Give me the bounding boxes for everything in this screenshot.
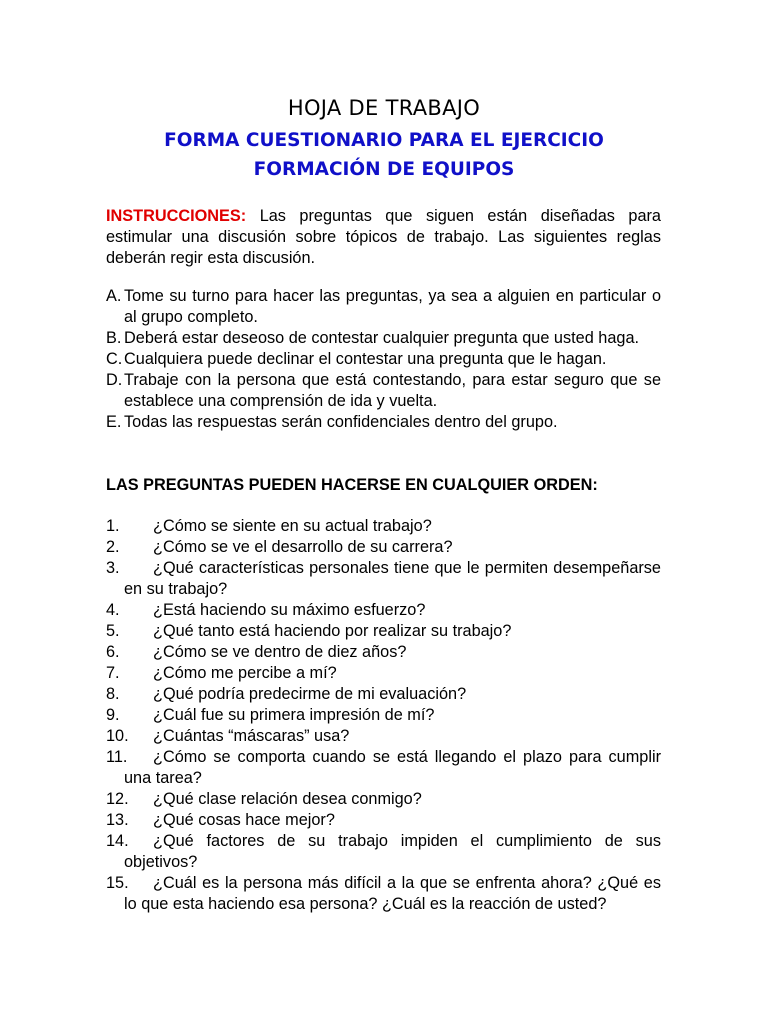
rule-item	[106, 286, 661, 328]
question-item	[106, 642, 661, 663]
rule-marker: A.	[106, 287, 122, 305]
rule-text: Todas las respuestas serán confidenciales dentro del grupo.	[124, 413, 558, 431]
question-item	[106, 705, 661, 726]
question-number: 10.	[106, 727, 129, 745]
question-text: ¿Qué factores de su trabajo impiden el cumplimiento de sus objetivos?	[124, 832, 661, 871]
question-item	[106, 726, 661, 747]
rule-item	[106, 328, 661, 349]
question-number: 1.	[106, 517, 120, 535]
question-text: ¿Cómo se ve dentro de diez años?	[153, 643, 407, 661]
question-number: 15.	[106, 874, 129, 892]
rule-marker: B.	[106, 329, 122, 347]
rule-marker: E.	[106, 413, 122, 431]
page-subtitle	[0, 126, 768, 184]
question-item	[106, 873, 661, 915]
question-text: ¿Cuántas “máscaras” usa?	[153, 727, 350, 745]
question-text: ¿Qué clase relación desea conmigo?	[153, 790, 422, 808]
question-item	[106, 537, 661, 558]
questions-heading: LAS PREGUNTAS PUEDEN HACERSE EN CUALQUIER ORDEN:	[106, 476, 598, 494]
question-number: 9.	[106, 706, 120, 724]
question-item	[106, 810, 661, 831]
question-item	[106, 516, 661, 537]
rule-text: Cualquiera puede declinar el contestar una pregunta que le hagan.	[124, 350, 607, 368]
question-text: ¿Cómo se siente en su actual trabajo?	[153, 517, 432, 535]
question-item	[106, 684, 661, 705]
page-title: HOJA DE TRABAJO	[287, 96, 481, 120]
question-text: ¿Qué tanto está haciendo por realizar su trabajo?	[153, 622, 512, 640]
rule-marker: C.	[106, 350, 123, 368]
question-item	[106, 789, 661, 810]
question-text: ¿Qué cosas hace mejor?	[153, 811, 335, 829]
question-number: 6.	[106, 643, 120, 661]
question-text: ¿Cómo me percibe a mí?	[153, 664, 337, 682]
rule-item	[106, 349, 661, 370]
question-item	[106, 747, 661, 789]
question-number: 11.	[106, 748, 128, 766]
rule-item	[106, 412, 661, 433]
question-number: 14.	[106, 832, 129, 850]
question-item	[106, 600, 661, 621]
question-text: ¿Qué podría predecirme de mi evaluación?	[153, 685, 467, 703]
question-item	[106, 831, 661, 873]
question-text: ¿Cómo se comporta cuando se está llegando el plazo para cumplir una tarea?	[124, 748, 661, 787]
instructions-label: INSTRUCCIONES:	[106, 207, 247, 225]
question-item	[106, 663, 661, 684]
rule-marker: D.	[106, 371, 123, 389]
rule-text: Tome su turno para hacer las preguntas, ya sea a alguien en particular o al grupo completo.	[124, 287, 661, 326]
question-number: 3.	[106, 559, 120, 577]
questions-list	[106, 516, 661, 915]
question-text: ¿Cómo se ve el desarrollo de su carrera?	[153, 538, 453, 556]
subtitle-line: FORMACIÓN DE EQUIPOS	[253, 159, 515, 180]
question-text: ¿Está haciendo su máximo esfuerzo?	[153, 601, 426, 619]
question-item	[106, 621, 661, 642]
rule-text: Deberá estar deseoso de contestar cualquier pregunta que usted haga.	[124, 329, 640, 347]
rule-text: Trabaje con la persona que está contestando, para estar seguro que se establece una comprensión de ida y vuelta.	[124, 371, 661, 410]
question-text: ¿Cuál fue su primera impresión de mí?	[153, 706, 435, 724]
question-text: ¿Cuál es la persona más difícil a la que se enfrenta ahora? ¿Qué es lo que esta haciendo esa persona? ¿Cuál es la reacción de usted?	[124, 874, 661, 913]
rule-item	[106, 370, 661, 412]
question-number: 2.	[106, 538, 120, 556]
rules-list	[106, 286, 661, 433]
subtitle-line: FORMA CUESTIONARIO PARA EL EJERCICIO	[164, 130, 604, 151]
question-number: 5.	[106, 622, 120, 640]
question-number: 4.	[106, 601, 120, 619]
question-text: ¿Qué características personales tiene que le permiten desempeñarse en su trabajo?	[124, 559, 661, 598]
question-number: 13.	[106, 811, 129, 829]
instructions-text: Las preguntas que siguen están diseñadas para estimular una discusión sobre tópicos de trabajo. Las siguientes reglas deberán regir esta discusión.	[106, 207, 661, 267]
question-number: 8.	[106, 685, 120, 703]
instructions-paragraph	[106, 206, 661, 269]
question-number: 12.	[106, 790, 129, 808]
question-number: 7.	[106, 664, 120, 682]
question-item	[106, 558, 661, 600]
